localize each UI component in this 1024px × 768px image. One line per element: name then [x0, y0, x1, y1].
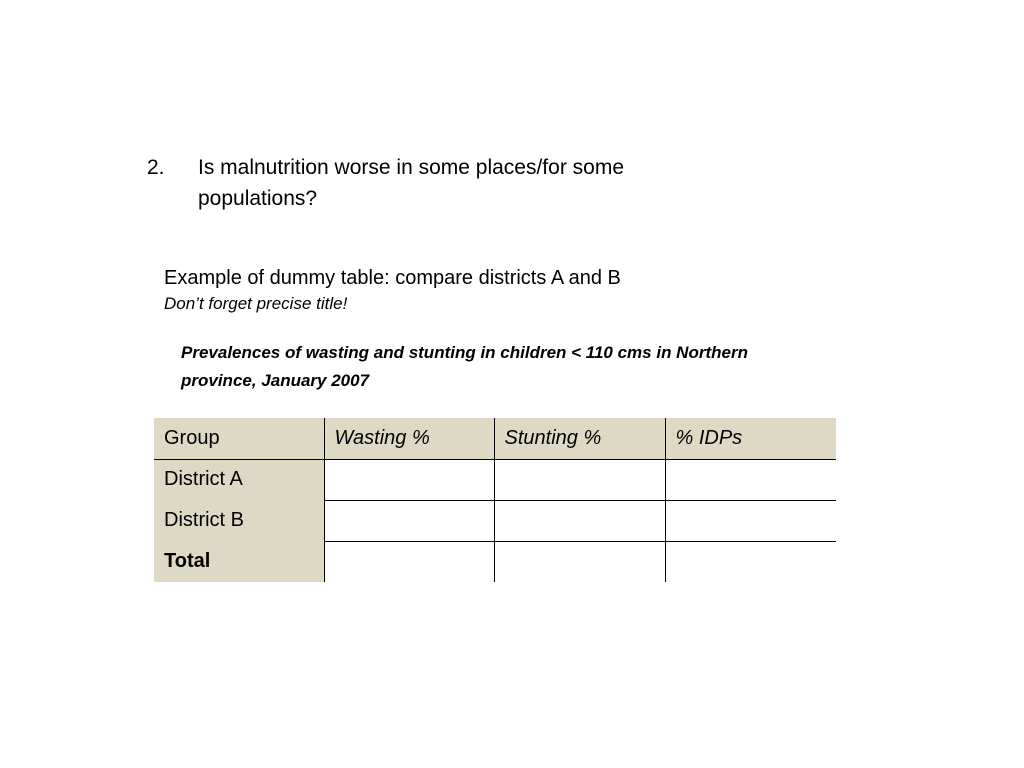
table-cell [665, 459, 836, 500]
table-row [154, 500, 836, 541]
table-title: Prevalences of wasting and stunting in children < 110 cms in Northern province, January 2007 [181, 343, 748, 390]
example-block [164, 264, 864, 316]
dummy-table [154, 418, 836, 582]
header-group: Group [154, 418, 324, 459]
header-idps: % IDPs [665, 418, 836, 459]
question-text: Is malnutrition worse in some places/for some populations? [198, 156, 624, 210]
row-label: District B [154, 500, 324, 541]
row-label: District A [154, 459, 324, 500]
table-header-row [154, 418, 836, 459]
example-note: Don’t forget precise title! [164, 294, 348, 313]
header-stunting: Stunting % [494, 418, 665, 459]
table-cell [494, 459, 665, 500]
question-number: 2. [147, 156, 165, 179]
table-cell [324, 541, 494, 582]
header-wasting: Wasting % [324, 418, 494, 459]
row-label-total: Total [154, 541, 324, 582]
table-row [154, 459, 836, 500]
table-cell [324, 459, 494, 500]
example-heading: Example of dummy table: compare districts A and B [164, 267, 621, 289]
table-cell [324, 500, 494, 541]
table-cell [494, 541, 665, 582]
table-row [154, 541, 836, 582]
table-cell [665, 541, 836, 582]
table-cell [494, 500, 665, 541]
table-cell [665, 500, 836, 541]
